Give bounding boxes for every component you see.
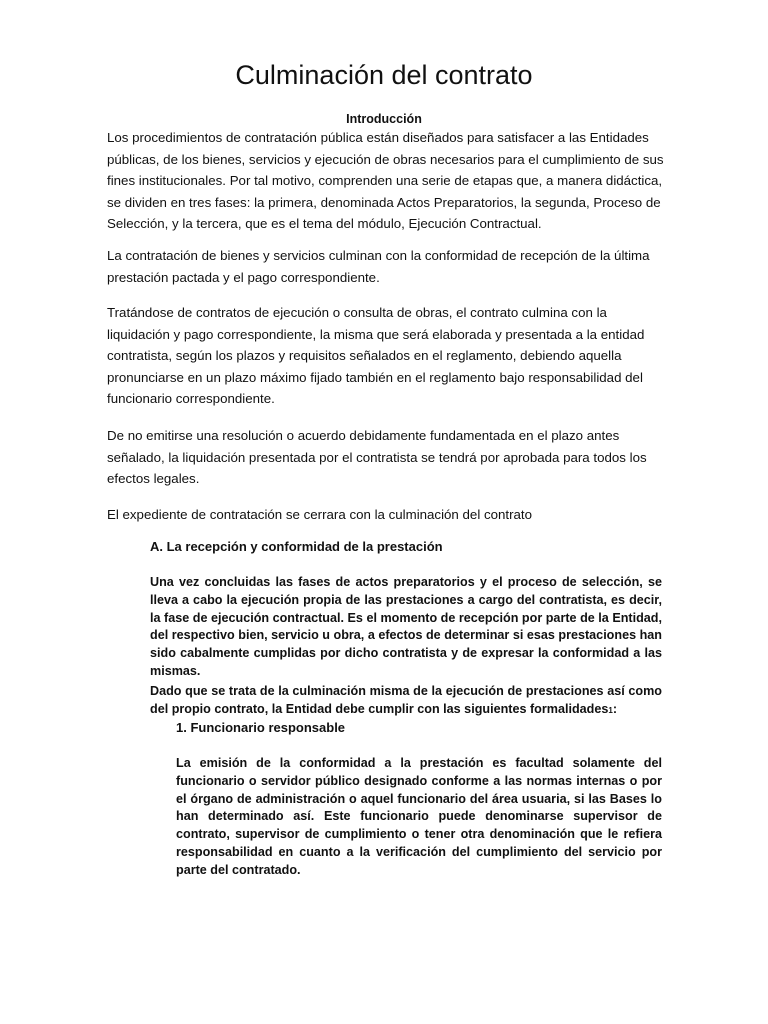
paragraph-intro: Los procedimientos de contratación pública están diseñados para satisfacer a las Entidades públicas, de los bienes, servicios y ejecución de obras necesarios para el cumplimiento de sus fines institucionales. Por tal motivo, comprenden una serie de etapas que, a manera didáctica, se dividen en tres fases: la primera, denominada Actos Preparatorios, la segunda, Proceso de Selección, y la tercera, que es el tema del módulo, Ejecución Contractual. [107,130,664,232]
subsection-1-heading: 1. Funcionario responsable [176,720,346,735]
section-a-paragraph-2-text: Dado que se trata de la culminación misma de la ejecución de prestaciones así como del propio contrato, la Entidad debe cumplir con las siguientes formalidades [150,684,662,716]
subsection-1-paragraph: La emisión de la conformidad a la prestación es facultad solamente del funcionario o servidor público designado conforme a las normas internas o por el órgano de administración o aquel funcionario del área usuaria, si las Bases lo han determinado así. Este funcionario puede denominarse supervisor de contrato, supervisor de cumplimiento o tener otra denominación que le refiera responsabilidad en cuanto a la verificación del cumplimiento del servicio por parte del contratado. [176,756,662,877]
paragraph-bienes-servicios: La contratación de bienes y servicios culminan con la conformidad de recepción de la última prestación pactada y el pago correspondiente. [107,248,650,285]
footnote-reference[interactable]: 1 [608,705,613,715]
paragraph-obras: Tratándose de contratos de ejecución o consulta de obras, el contrato culmina con la liquidación y pago correspondiente, la misma que será elaborada y presentada a la entidad contratista, según los plazos y requisitos señalados en el reglamento, debiendo aquella pronunciarse en un plazo máximo fijado también en el reglamento bajo responsabilidad del funcionario correspondiente. [107,305,645,407]
paragraph-expediente: El expediente de contratación se cerrara con la culminación del contrato [107,507,533,522]
paragraph-resolucion: De no emitirse una resolución o acuerdo debidamente fundamentada en el plazo antes señalado, la liquidación presentada por el contratista se tendrá por aprobada para todos los efectos legales. [107,428,647,487]
section-a-paragraph-2 [150,683,662,720]
section-a-paragraph-1: Una vez concluidas las fases de actos preparatorios y el proceso de selección, se lleva a cabo la ejecución propia de las prestaciones a cargo del contratista, es decir, la fase de ejecución contractual. Es el momento de recepción por parte de la Entidad, del respectivo bien, servicio u obra, a efectos de determinar si esas prestaciones han sido cabalmente cumplidas por dicho contratista y de expresar la conformidad a las mismas. [150,575,662,678]
section-a-paragraph-2-end: : [612,701,618,716]
document-title: Culminación del contrato [235,60,533,90]
intro-heading: Introducción [346,112,422,126]
section-a-heading: A. La recepción y conformidad de la prestación [150,539,443,554]
